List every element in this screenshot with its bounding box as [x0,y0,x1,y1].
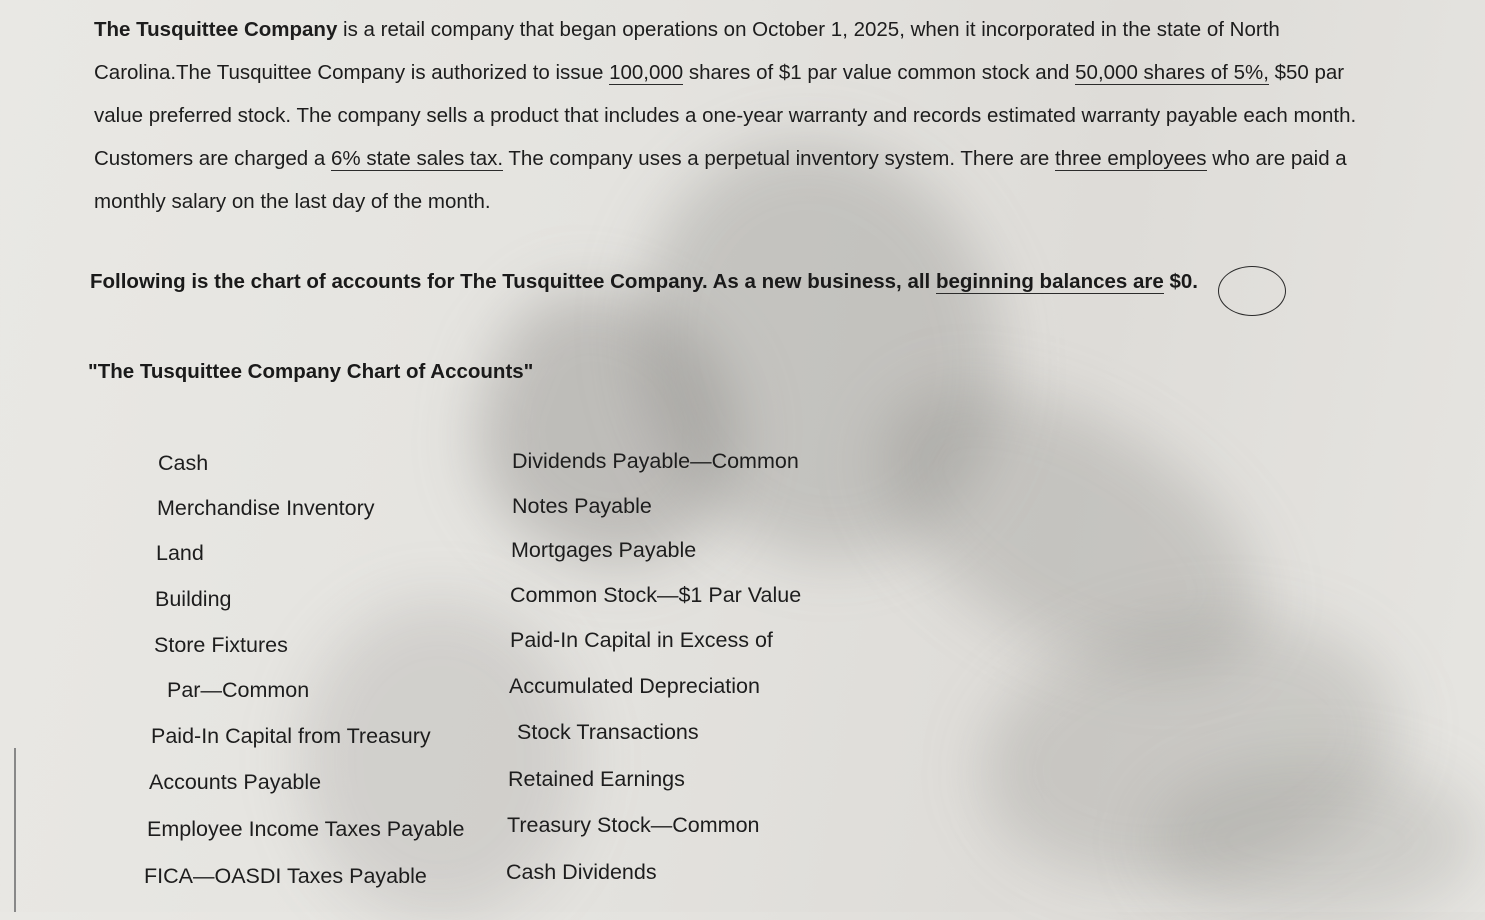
chart-of-accounts-title: "The Tusquittee Company Chart of Accounts" [88,360,534,383]
underlined-text: 50,000 shares of 5%, [1075,61,1269,84]
account-item: Mortgages Payable [511,538,697,562]
account-item: Building [155,587,232,611]
account-item: Paid-In Capital from Treasury [151,724,431,748]
intro-text: The company uses a perpetual inventory system. There are [503,147,1055,170]
photo-shadow [1150,760,1480,920]
account-item: Merchandise Inventory [157,496,375,520]
intro-line-1 [94,8,1474,51]
following-text: $0. [1163,270,1198,293]
account-item: Cash Dividends [506,860,657,884]
intro-text: who are paid a [1206,147,1347,170]
account-item: Common Stock—$1 Par Value [510,583,802,607]
intro-text: Carolina.The Tusquittee Company is authorized to issue [94,61,610,84]
photo-shadow [961,586,1420,915]
account-item: Dividends Payable—Common [512,449,799,473]
account-item: Employee Income Taxes Payable [147,817,465,841]
intro-text: is a retail company that began operations on October 1, 2025, when it incorporated in the state of North [337,18,1280,41]
account-item: Treasury Stock—Common [507,813,760,837]
intro-line-4 [94,137,1474,180]
account-item: Paid-In Capital in Excess of [510,628,773,652]
underlined-text: beginning balances are [935,270,1164,293]
underlined-text: 100,000 [609,61,684,84]
intro-line-3: value preferred stock. The company sells a product that includes a one-year warranty and records estimated warranty payable each month. [94,104,1357,127]
page-edge-line [14,748,16,912]
intro-paragraph [94,8,1474,223]
account-item: Store Fixtures [154,633,288,657]
intro-line-5: monthly salary on the last day of the month. [94,190,491,213]
account-item: Notes Payable [512,494,652,518]
account-item: Land [156,541,204,565]
intro-text: Customers are charged a [94,147,332,170]
handwritten-circle-mark [1218,266,1286,316]
intro-line-2 [94,51,1474,94]
following-text: Following is the chart of accounts for The Tusquittee Company. As a new business, all [90,270,936,293]
intro-text: shares of $1 par value common stock and [683,61,1076,84]
account-item: Accumulated Depreciation [509,674,760,698]
photo-shadow [833,330,1307,731]
account-item: Accounts Payable [149,770,322,794]
underlined-text: 6% state sales tax. [331,147,504,170]
account-item: Retained Earnings [508,767,685,791]
account-item: Cash [158,451,209,475]
account-item: Par—Common [167,678,310,702]
company-name: The Tusquittee Company [94,18,338,41]
following-statement [90,270,1198,294]
underlined-text: three employees [1054,147,1207,170]
intro-text: $50 par [1268,61,1345,84]
account-item: Stock Transactions [517,720,699,744]
account-item: FICA—OASDI Taxes Payable [144,864,427,888]
